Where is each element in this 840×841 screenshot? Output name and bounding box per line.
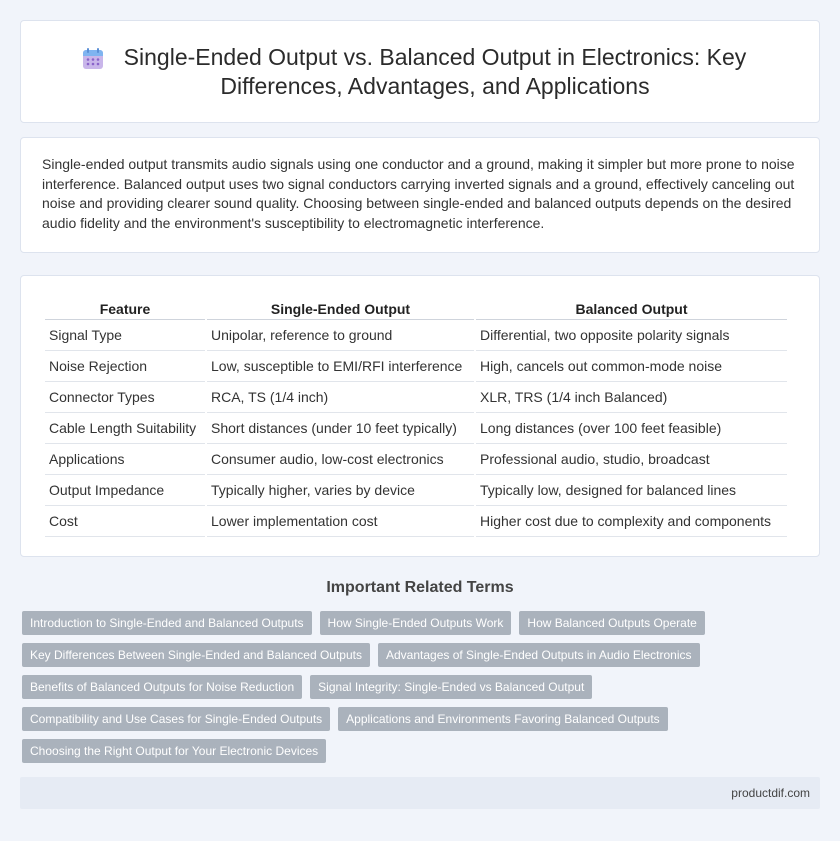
footer-site-name: productdif.com xyxy=(731,786,810,800)
table-cell-feature: Signal Type xyxy=(45,320,205,351)
intro-paragraph: Single-ended output transmits audio signals using one conductor and a ground, making it simpler but more prone to noise interference. Balanced output uses two signal conductors carrying inverted signals and a ground, effectively canceling out noise and providing clearer sound quality. Choosing between single-ended and balanced outputs depends on the desired audio fidelity and the environment's susceptibility to electromagnetic interference. xyxy=(42,156,795,231)
related-term-tag[interactable]: Signal Integrity: Single-Ended vs Balanced Output xyxy=(310,675,592,699)
page-title: Single-Ended Output vs. Balanced Output in Electronics: Key Differences, Advantages, and Applications xyxy=(123,44,747,99)
table-cell-feature: Output Impedance xyxy=(45,475,205,506)
table-row xyxy=(45,506,787,537)
table-cell-single-ended: Consumer audio, low-cost electronics xyxy=(207,444,474,475)
related-term-tag[interactable]: Introduction to Single-Ended and Balanced Outputs xyxy=(22,611,312,635)
column-header-feature: Feature xyxy=(45,293,205,320)
related-terms-list xyxy=(22,611,802,763)
related-term-tag[interactable]: Choosing the Right Output for Your Electronic Devices xyxy=(22,739,326,763)
column-header-single-ended: Single-Ended Output xyxy=(207,293,474,320)
table-cell-feature: Cable Length Suitability xyxy=(45,413,205,444)
table-cell-single-ended: Lower implementation cost xyxy=(207,506,474,537)
related-term-tag[interactable]: How Single-Ended Outputs Work xyxy=(320,611,512,635)
table-cell-balanced: Professional audio, studio, broadcast xyxy=(476,444,787,475)
related-term-tag[interactable]: Benefits of Balanced Outputs for Noise Reduction xyxy=(22,675,302,699)
table-cell-single-ended: Typically higher, varies by device xyxy=(207,475,474,506)
table-cell-feature: Connector Types xyxy=(45,382,205,413)
table-cell-feature: Noise Rejection xyxy=(45,351,205,382)
table-cell-balanced: Typically low, designed for balanced lines xyxy=(476,475,787,506)
comparison-table xyxy=(43,293,789,537)
related-term-tag[interactable]: How Balanced Outputs Operate xyxy=(519,611,704,635)
related-term-tag[interactable]: Applications and Environments Favoring Balanced Outputs xyxy=(338,707,668,731)
table-cell-balanced: XLR, TRS (1/4 inch Balanced) xyxy=(476,382,787,413)
table-cell-single-ended: Low, susceptible to EMI/RFI interference xyxy=(207,351,474,382)
related-term-tag[interactable]: Advantages of Single-Ended Outputs in Audio Electronics xyxy=(378,643,700,667)
related-term-tag[interactable]: Key Differences Between Single-Ended and Balanced Outputs xyxy=(22,643,370,667)
table-cell-balanced: Differential, two opposite polarity signals xyxy=(476,320,787,351)
table-cell-single-ended: Unipolar, reference to ground xyxy=(207,320,474,351)
table-cell-balanced: Higher cost due to complexity and components xyxy=(476,506,787,537)
column-header-balanced: Balanced Output xyxy=(476,293,787,320)
table-cell-feature: Applications xyxy=(45,444,205,475)
table-row xyxy=(45,351,787,382)
related-term-tag[interactable]: Compatibility and Use Cases for Single-Ended Outputs xyxy=(22,707,330,731)
related-terms-heading: Important Related Terms xyxy=(326,579,514,596)
table-cell-balanced: High, cancels out common-mode noise xyxy=(476,351,787,382)
table-row xyxy=(45,444,787,475)
table-row xyxy=(45,413,787,444)
table-cell-single-ended: Short distances (under 10 feet typically) xyxy=(207,413,474,444)
intro-card xyxy=(20,137,820,253)
title-card xyxy=(20,20,820,123)
table-row xyxy=(45,382,787,413)
table-cell-balanced: Long distances (over 100 feet feasible) xyxy=(476,413,787,444)
footer xyxy=(20,777,820,809)
table-cell-single-ended: RCA, TS (1/4 inch) xyxy=(207,382,474,413)
table-cell-feature: Cost xyxy=(45,506,205,537)
table-header-row xyxy=(45,293,787,320)
table-row xyxy=(45,320,787,351)
table-row xyxy=(45,475,787,506)
comparison-table-card xyxy=(20,275,820,557)
